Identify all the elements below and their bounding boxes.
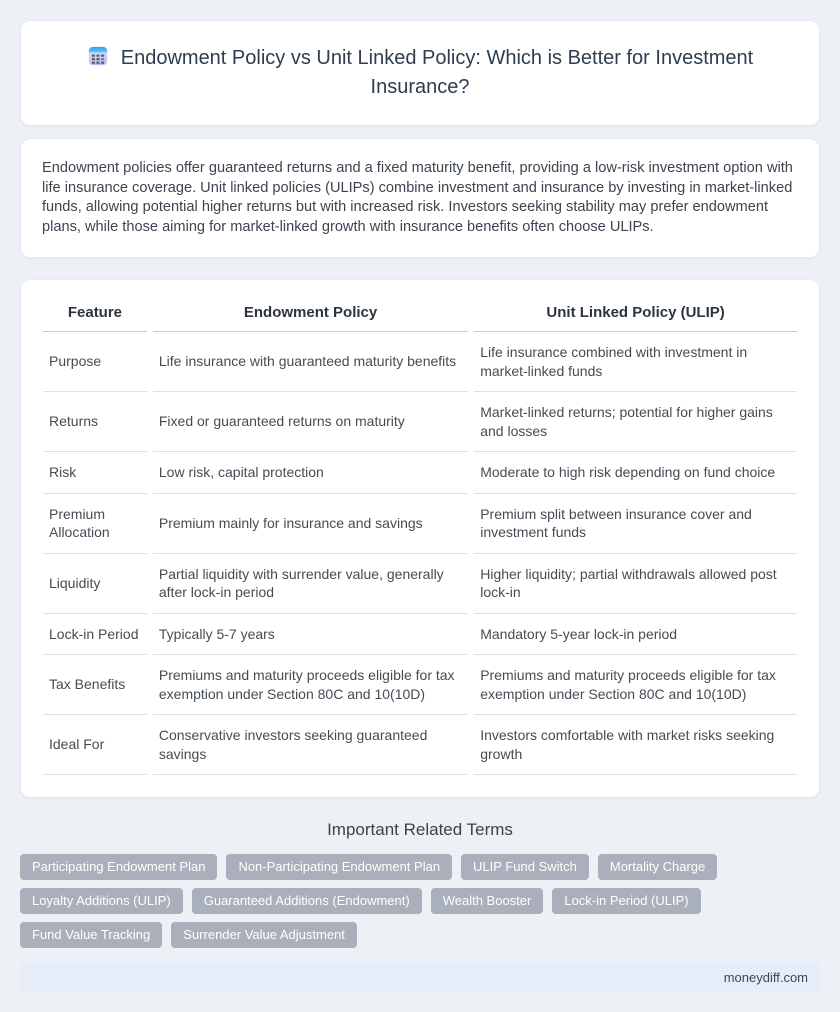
intro-card bbox=[20, 138, 820, 258]
term-chip[interactable]: Surrender Value Adjustment bbox=[171, 922, 357, 948]
ulip-cell: Life insurance combined with investment in market-linked funds bbox=[474, 332, 797, 392]
comparison-table-card bbox=[20, 279, 820, 798]
endowment-cell: Typically 5-7 years bbox=[153, 614, 468, 656]
term-chip[interactable]: Fund Value Tracking bbox=[20, 922, 162, 948]
endowment-cell: Premiums and maturity proceeds eligible for tax exemption under Section 80C and 10(10D) bbox=[153, 655, 468, 715]
table-row bbox=[43, 452, 797, 494]
ulip-cell: Premium split between insurance cover and investment funds bbox=[474, 494, 797, 554]
ulip-cell: Premiums and maturity proceeds eligible for tax exemption under Section 80C and 10(10D) bbox=[474, 655, 797, 715]
ulip-cell: Higher liquidity; partial withdrawals allowed post lock-in bbox=[474, 554, 797, 614]
table-row bbox=[43, 554, 797, 614]
related-terms-list bbox=[20, 854, 820, 948]
table-row bbox=[43, 392, 797, 452]
feature-cell: Ideal For bbox=[43, 715, 147, 775]
feature-cell: Tax Benefits bbox=[43, 655, 147, 715]
term-chip[interactable]: Loyalty Additions (ULIP) bbox=[20, 888, 183, 914]
feature-cell: Purpose bbox=[43, 332, 147, 392]
footer-site-label: moneydiff.com bbox=[723, 969, 808, 985]
term-chip[interactable]: Wealth Booster bbox=[431, 888, 544, 914]
endowment-cell: Partial liquidity with surrender value, generally after lock-in period bbox=[153, 554, 468, 614]
endowment-cell: Fixed or guaranteed returns on maturity bbox=[153, 392, 468, 452]
ulip-cell: Mandatory 5-year lock-in period bbox=[474, 614, 797, 656]
endowment-cell: Life insurance with guaranteed maturity benefits bbox=[153, 332, 468, 392]
feature-cell: Risk bbox=[43, 452, 147, 494]
feature-cell: Premium Allocation bbox=[43, 494, 147, 554]
table-row bbox=[43, 614, 797, 656]
table-row bbox=[43, 494, 797, 554]
footer-bar bbox=[20, 962, 820, 992]
feature-cell: Returns bbox=[43, 392, 147, 452]
related-terms-section bbox=[20, 820, 820, 948]
term-chip[interactable]: Non-Participating Endowment Plan bbox=[226, 854, 452, 880]
table-row bbox=[43, 715, 797, 775]
comparison-table bbox=[37, 298, 803, 775]
term-chip[interactable]: Participating Endowment Plan bbox=[20, 854, 217, 880]
ulip-cell: Market-linked returns; potential for higher gains and losses bbox=[474, 392, 797, 452]
ulip-cell: Moderate to high risk depending on fund choice bbox=[474, 452, 797, 494]
endowment-cell: Premium mainly for insurance and savings bbox=[153, 494, 468, 554]
ulip-cell: Investors comfortable with market risks seeking growth bbox=[474, 715, 797, 775]
header-card bbox=[20, 20, 820, 126]
feature-cell: Lock-in Period bbox=[43, 614, 147, 656]
endowment-cell: Conservative investors seeking guaranteed savings bbox=[153, 715, 468, 775]
page-title: Endowment Policy vs Unit Linked Policy: Which is Better for Investment Insurance? bbox=[120, 47, 754, 98]
term-chip[interactable]: Lock-in Period (ULIP) bbox=[552, 888, 700, 914]
feature-cell: Liquidity bbox=[43, 554, 147, 614]
term-chip[interactable]: Mortality Charge bbox=[598, 854, 717, 880]
term-chip[interactable]: ULIP Fund Switch bbox=[461, 854, 589, 880]
intro-text: Endowment policies offer guaranteed returns and a fixed maturity benefit, providing a low-risk investment option with life insurance coverage. Unit linked policies (ULIPs) combine investment and insurance by investing in market-linked funds, allowing potential higher returns but with increased risk. Investors seeking stability may prefer endowment plans, while those aiming for market-linked growth with insurance benefits often choose ULIPs. bbox=[42, 160, 793, 235]
table-row bbox=[43, 655, 797, 715]
column-header-endowment: Endowment Policy bbox=[153, 298, 468, 332]
column-header-ulip: Unit Linked Policy (ULIP) bbox=[474, 298, 797, 332]
calculator-icon bbox=[87, 45, 109, 72]
endowment-cell: Low risk, capital protection bbox=[153, 452, 468, 494]
related-terms-heading: Important Related Terms bbox=[327, 820, 513, 839]
term-chip[interactable]: Guaranteed Additions (Endowment) bbox=[192, 888, 422, 914]
table-row bbox=[43, 332, 797, 392]
column-header-feature: Feature bbox=[43, 298, 147, 332]
comparison-table-body bbox=[43, 332, 797, 775]
table-header-row bbox=[43, 298, 797, 332]
